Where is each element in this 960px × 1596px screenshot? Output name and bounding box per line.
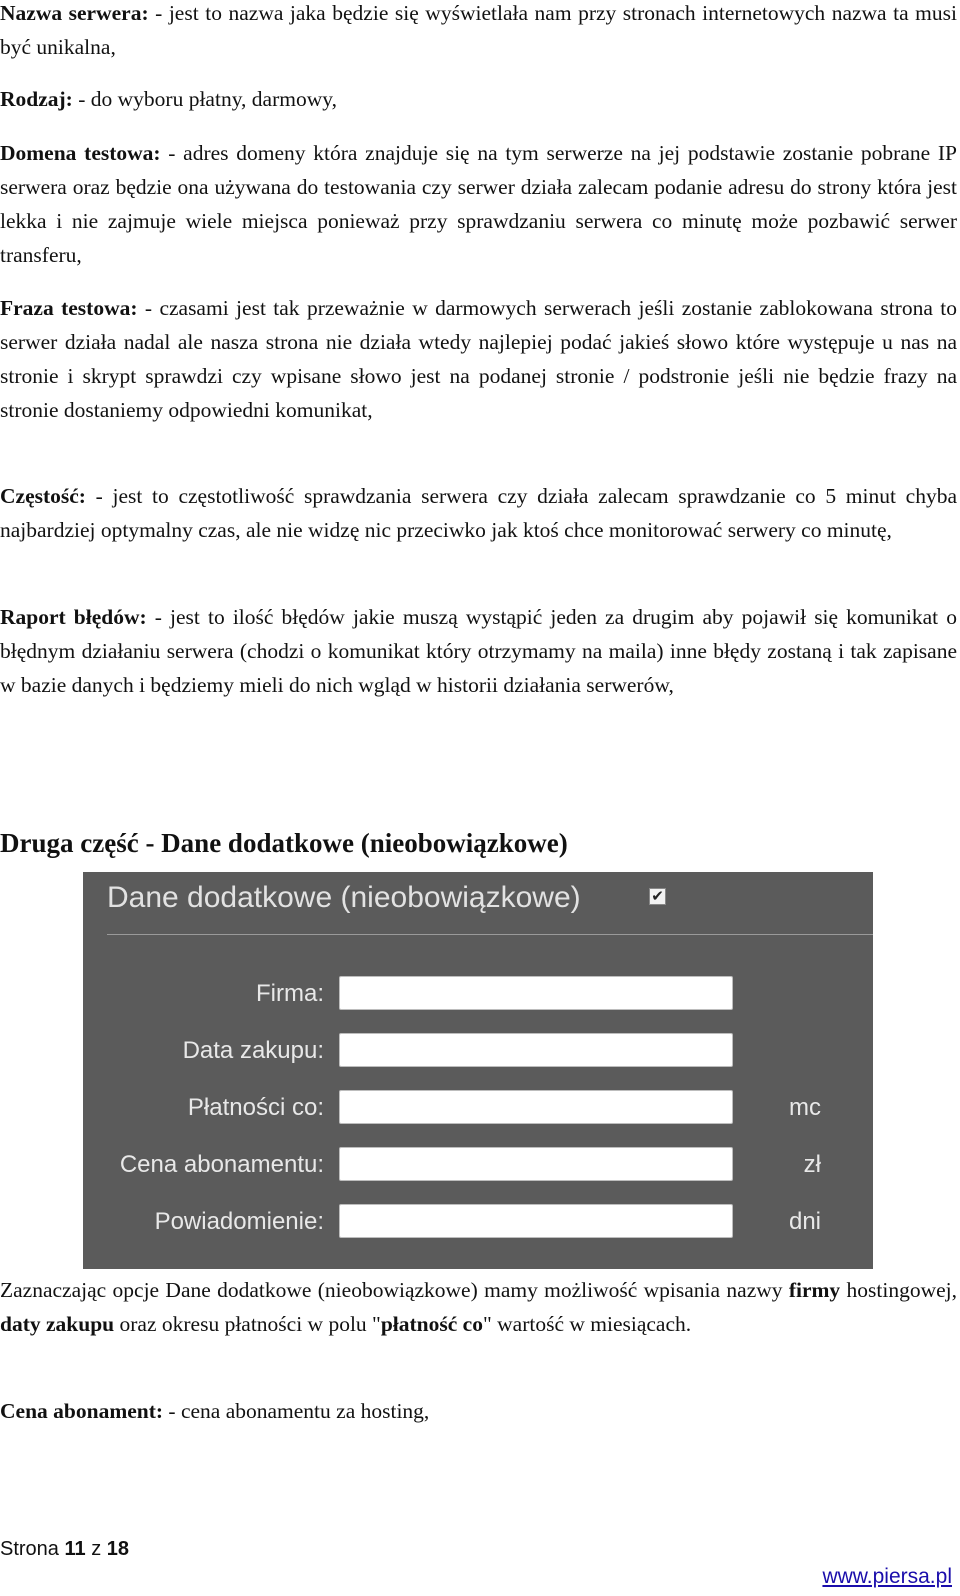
field-row-cena-abonamentu bbox=[83, 1145, 873, 1185]
field-label: Data zakupu: bbox=[182, 1037, 324, 1064]
paragraph-nazwa-serwera bbox=[0, 0, 957, 64]
field-unit: dni bbox=[788, 1208, 821, 1235]
section-heading: Druga część - Dane dodatkowe (nieobowiązkowe) bbox=[0, 828, 568, 858]
term-text: - do wyboru płatny, darmowy, bbox=[72, 87, 337, 111]
platnosci-co-input[interactable] bbox=[339, 1090, 733, 1124]
term-label: Fraza testowa: bbox=[0, 296, 138, 320]
paragraph-czestosc bbox=[0, 479, 957, 547]
paragraph-fraza-testowa bbox=[0, 291, 957, 427]
term-label: Raport błędów: bbox=[0, 605, 147, 629]
term-text: - adres domeny która znajduje się na tym serwerze na jej podstawie zostanie pobrane IP serwera oraz będzie ona używana do testowania czy serwer działa zalecam podanie adresu do strony która jest lekka i nie zajmuje wiele miejsca ponieważ przy sprawdzaniu serwera co minutę może pozbawić serwer transferu, bbox=[0, 141, 957, 267]
paragraph-domena-testowa bbox=[0, 136, 957, 272]
field-row-data-zakupu bbox=[83, 1031, 873, 1071]
field-row-platnosci-co bbox=[83, 1088, 873, 1128]
field-label: Cena abonamentu: bbox=[119, 1151, 324, 1178]
term-label: Nazwa serwera: bbox=[0, 1, 149, 25]
explanation-text: " wartość w miesiącach. bbox=[482, 1312, 692, 1336]
explanation-text: hostingowej, bbox=[840, 1278, 957, 1302]
field-unit: zł bbox=[803, 1151, 821, 1178]
data-zakupu-input[interactable] bbox=[339, 1033, 733, 1067]
cena-abonamentu-input[interactable] bbox=[339, 1147, 733, 1181]
website-link[interactable]: www.piersa.pl bbox=[822, 1565, 952, 1588]
field-row-powiadomienie bbox=[83, 1202, 873, 1242]
paragraph-rodzaj bbox=[0, 82, 957, 116]
term-label: Częstość: bbox=[0, 484, 86, 508]
field-row-firma bbox=[83, 974, 873, 1014]
page-total: 18 bbox=[106, 1538, 130, 1560]
term-text: - czasami jest tak przeważnie w darmowych serwerach jeśli zostanie zablokowana strona to serwer działa nadal ale nasza strona nie działa wtedy najlepiej podać jakieś słowo które występuje u nas na stronie i skrypt sprawdzi czy wpisane słowo jest na podanej stronie / podstronie jeśli nie będzie frazy na stronie dostaniemy odpowiedni komunikat, bbox=[0, 296, 957, 422]
page-number bbox=[0, 1536, 129, 1562]
panel-title: Dane dodatkowe (nieobowiązkowe) bbox=[107, 881, 581, 914]
explanation-text: Zaznaczając opcje Dane dodatkowe (nieobowiązkowe) mamy możliwość wpisania nazwy bbox=[0, 1278, 789, 1302]
bold-term: firmy bbox=[788, 1278, 841, 1302]
term-text: - jest to ilość błędów jakie muszą wystąpić jeden za drugim aby pojawił się komunikat o błędnym działaniu serwera (chodzi o komunikat który otrzymamy na maila) inne błędy zostaną i tak zapisane w bazie danych i będziemy mieli do nich wgląd w historii działania serwerów, bbox=[0, 605, 957, 697]
term-text: - cena abonamentu za hosting, bbox=[163, 1399, 430, 1423]
term-text: - jest to nazwa jaka będzie się wyświetlała nam przy stronach internetowych nazwa ta musi być unikalna, bbox=[0, 1, 957, 59]
firma-input[interactable] bbox=[339, 976, 733, 1010]
page-prefix: Strona bbox=[0, 1538, 65, 1560]
check-icon: ✔ bbox=[651, 888, 664, 905]
bold-term: płatność co bbox=[380, 1312, 483, 1336]
paragraph-raport-bledow bbox=[0, 600, 957, 702]
field-unit: mc bbox=[789, 1094, 821, 1121]
panel-checkbox[interactable] bbox=[649, 888, 666, 905]
term-label: Cena abonament: bbox=[0, 1399, 164, 1423]
page-current: 11 bbox=[64, 1538, 86, 1560]
explanation-text: oraz okresu płatności w polu " bbox=[114, 1312, 381, 1336]
term-label: Domena testowa: bbox=[0, 141, 161, 165]
term-label: Rodzaj: bbox=[0, 87, 73, 111]
paragraph-cena-abonament bbox=[0, 1394, 957, 1428]
additional-data-panel bbox=[83, 872, 873, 1269]
powiadomienie-input[interactable] bbox=[339, 1204, 733, 1238]
field-label: Powiadomienie: bbox=[154, 1208, 324, 1235]
term-text: - jest to częstotliwość sprawdzania serwera czy działa zalecam sprawdzanie co 5 minut chyba najbardziej optymalny czas, ale nie widzę nic przeciwko jak ktoś chce monitorować serwery co minutę, bbox=[0, 484, 957, 542]
panel-divider bbox=[107, 934, 873, 935]
field-label: Firma: bbox=[256, 980, 324, 1007]
paragraph-explanation bbox=[0, 1273, 957, 1341]
page-separator: z bbox=[85, 1538, 107, 1560]
field-label: Płatności co: bbox=[187, 1094, 324, 1121]
bold-term: daty zakupu bbox=[0, 1312, 115, 1336]
